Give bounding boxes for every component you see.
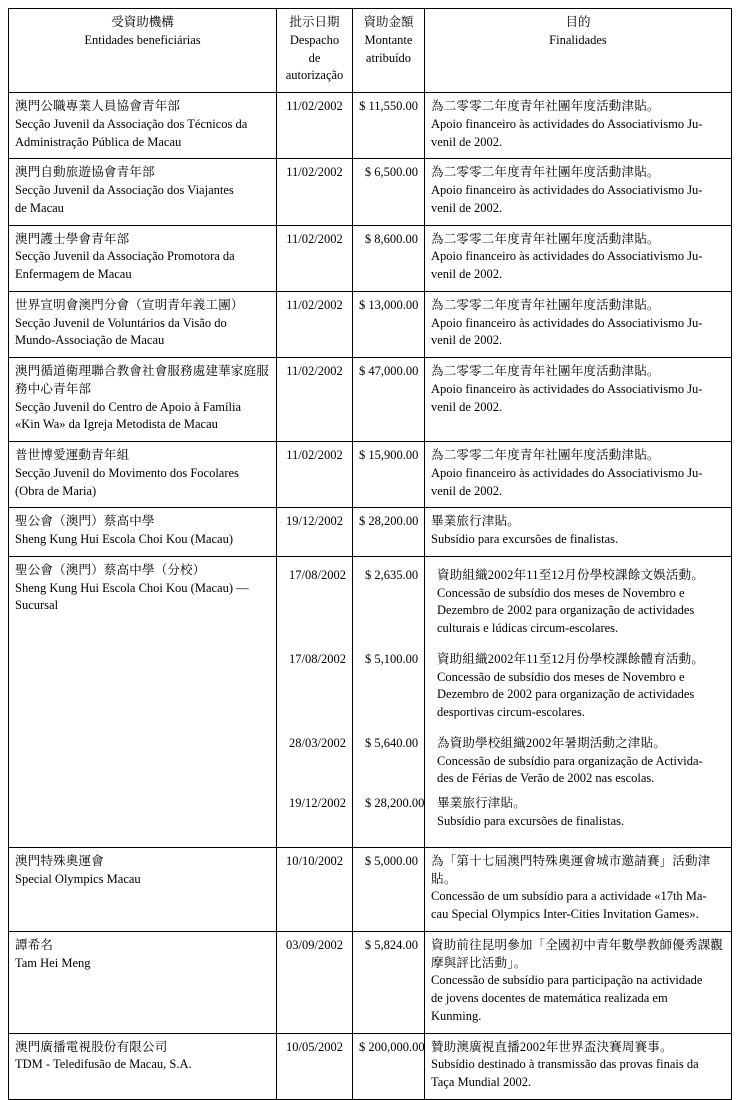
entity-name-cn: 譚希名	[15, 937, 54, 952]
purpose-pt-line: venil de 2002.	[431, 399, 503, 414]
entity-name-cn: 澳門護士學會青年部	[15, 231, 130, 246]
table-row	[9, 442, 732, 508]
purpose-cn: 為二零零二年度青年社團年度活動津貼。	[431, 231, 660, 246]
entity-name-pt-line: «Kin Wa» da Igreja Metodista de Macau	[15, 417, 218, 432]
purpose-pt-line: Subsídio destinado à transmissão das provas finais da	[431, 1057, 699, 1072]
date-cell: 19/12/2002	[289, 795, 346, 810]
column-header-amount-pt2: atribuído	[365, 50, 412, 65]
column-header-date-pt: Despacho de	[289, 32, 340, 65]
purpose-pt-line: Subsídio para excursões de finalistas.	[437, 813, 625, 828]
entity-name-pt-line: Secção Juvenil do Movimento dos Focolares	[15, 465, 239, 480]
table-header-row	[9, 9, 732, 93]
purpose-cn: 為二零零二年度青年社團年度活動津貼。	[431, 364, 660, 378]
table-row	[9, 358, 732, 442]
purpose-cn: 為「第十七屆澳門特殊奧運會城市邀請賽」活動津貼。	[431, 853, 711, 886]
entity-name-cn: 澳門自動旅遊協會青年部	[15, 165, 155, 180]
purpose-pt-line: venil de 2002.	[431, 134, 503, 149]
amount-cell: $ 6,500.00	[353, 159, 425, 225]
entity-cell	[9, 442, 277, 508]
entity-name-pt-line: Tam Hei Meng	[15, 955, 91, 970]
entity-name-pt-line: Enfermagem de Macau	[15, 267, 132, 281]
table-row	[9, 291, 732, 357]
date-cell: 17/08/2002	[289, 651, 346, 666]
entity-name-pt-line: Special Olympics Macau	[15, 871, 141, 886]
entity-cell	[9, 931, 277, 1033]
purpose-cell	[425, 847, 732, 931]
table-row	[9, 93, 732, 159]
purpose-cell	[425, 442, 732, 508]
purpose-cell	[425, 291, 732, 357]
purpose-cn: 為資助學校組織2002年暑期活動之津貼。	[437, 735, 667, 750]
purpose-cn: 畢業旅行津貼。	[431, 514, 520, 529]
column-header-date-cn: 批示日期	[289, 15, 340, 29]
purpose-cell	[425, 508, 732, 557]
purpose-cn: 資助前往昆明參加「全國初中青年數學教師優秀課觀摩與評比活動」。	[431, 937, 724, 970]
purpose-cell	[431, 646, 725, 730]
entity-name-cn: 澳門公職專業人員協會青年部	[15, 99, 181, 113]
amount-cell: $ 5,824.00	[353, 931, 425, 1033]
date-cell: 28/03/2002	[289, 735, 346, 750]
entity-name-pt-line: Mundo-Associação de Macau	[15, 333, 165, 348]
purpose-pt-line: Concessão de subsídio dos meses de Novembro e	[437, 585, 685, 600]
date-cell: 11/02/2002	[277, 442, 353, 508]
date-cell: 11/02/2002	[277, 291, 353, 357]
purpose-cn: 資助組織2002年11至12月份學校課餘體育活動。	[437, 651, 705, 666]
purpose-cell	[425, 1033, 732, 1099]
entity-name-cn: 聖公會（澳門）蔡高中學	[15, 514, 155, 529]
entity-cell	[9, 508, 277, 557]
date-cell: 11/02/2002	[277, 358, 353, 442]
entity-cell	[9, 291, 277, 357]
entity-name-cn: 聖公會（澳門）蔡高中學（分校）	[15, 562, 206, 577]
purpose-pt-line: des de Férias de Verão de 2002 nas escolas.	[437, 771, 655, 786]
purpose-pt-line: de jovens docentes de matemática realizada em	[431, 991, 668, 1005]
purpose-pt-line: Apoio financeiro às actividades do Associativismo Ju-	[431, 315, 703, 330]
table-header	[9, 9, 732, 93]
purpose-pt-line: desportivas circum-escolares.	[437, 705, 585, 719]
entity-name-pt-line: Secção Juvenil da Associação Promotora da	[15, 249, 235, 264]
purpose-pt-line: Subsídio para excursões de finalistas.	[431, 532, 619, 546]
column-header-purpose-pt: Finalidades	[549, 32, 607, 47]
purpose-pt-line: Dezembro de 2002 para organização de actividades	[437, 687, 695, 702]
entity-cell	[9, 556, 277, 847]
amount-cell: $ 15,900.00	[353, 442, 425, 508]
entity-cell	[9, 225, 277, 291]
column-header-amount-cn: 資助金額	[363, 15, 414, 29]
purpose-pt-line: Apoio financeiro às actividades do Associativismo Ju-	[431, 183, 703, 197]
purpose-cell	[425, 225, 732, 291]
entity-name-pt-line: Secção Juvenil da Associação dos Técnicos da	[15, 116, 248, 131]
amount-cell: $ 5,000.00	[353, 847, 425, 931]
table-body	[9, 93, 732, 1100]
entity-name-pt-line: TDM - Teledifusão de Macau, S.A.	[15, 1057, 192, 1072]
table-row	[9, 1033, 732, 1099]
entity-cell	[9, 358, 277, 442]
purpose-pt-line: cau Special Olympics Inter-Cities Invitation Games».	[431, 907, 699, 921]
table-row-multi	[9, 556, 732, 847]
date-cell-group	[277, 556, 353, 847]
purpose-pt-line: Concessão de subsídio para organização de Activida-	[437, 753, 703, 768]
date-cell: 03/09/2002	[277, 931, 353, 1033]
entity-name-cn: 澳門廣播電視股份有限公司	[15, 1039, 168, 1054]
amount-cell: $ 28,200.00	[353, 508, 425, 557]
column-header-entity	[9, 9, 277, 93]
entity-cell	[9, 93, 277, 159]
column-header-date	[277, 9, 353, 93]
column-header-amount-pt: Montante	[364, 32, 413, 47]
purpose-cell	[425, 931, 732, 1033]
column-header-entity-pt: Entidades beneficiárias	[84, 32, 201, 47]
purpose-cell	[431, 790, 725, 840]
entity-name-pt-line: Administração Pública de Macau	[15, 134, 182, 149]
purpose-pt-line: Apoio financeiro às actividades do Associativismo Ju-	[431, 116, 703, 131]
entity-name-cn: 澳門特殊奧運會	[15, 853, 104, 868]
purpose-pt-line: venil de 2002.	[431, 200, 503, 215]
purpose-cn: 贊助澳廣視直播2002年世界盃決賽周賽事。	[431, 1039, 673, 1054]
purpose-pt-line: Concessão de subsídio para participação na actividade	[431, 973, 703, 988]
purpose-cn: 資助組織2002年11至12月份學校課餘文娛活動。	[437, 567, 705, 582]
amount-cell: $ 2,635.00	[365, 567, 419, 582]
date-cell: 10/10/2002	[277, 847, 353, 931]
entity-name-pt-line: Secção Juvenil de Voluntários da Visão do	[15, 315, 227, 330]
column-header-purpose	[425, 9, 732, 93]
purpose-cn: 為二零零二年度青年社團年度活動津貼。	[431, 297, 660, 312]
entity-name-pt-line: Sheng Kung Hui Escola Choi Kou (Macau)	[15, 532, 234, 546]
purpose-pt-line: venil de 2002.	[431, 267, 503, 281]
purpose-cn: 為二零零二年度青年社團年度活動津貼。	[431, 99, 660, 113]
entity-name-pt-line: Secção Juvenil do Centro de Apoio à Família	[15, 399, 241, 414]
purpose-cn: 為二零零二年度青年社團年度活動津貼。	[431, 165, 660, 180]
amount-cell: $ 11,550.00	[353, 93, 425, 159]
amount-cell: $ 5,100.00	[365, 651, 419, 666]
amount-cell: $ 28,200.00	[365, 795, 425, 810]
grants-table	[8, 8, 732, 1100]
purpose-pt-line: Apoio financeiro às actividades do Associativismo Ju-	[431, 249, 703, 264]
table-row	[9, 159, 732, 225]
entity-name-pt-line: Secção Juvenil da Associação dos Viajantes	[15, 183, 234, 197]
amount-cell: $ 13,000.00	[353, 291, 425, 357]
purpose-pt-line: Concessão de subsídio dos meses de Novembro e	[437, 669, 685, 684]
purpose-pt-line: Dezembro de 2002 para organização de actividades	[437, 603, 695, 618]
purpose-cn: 畢業旅行津貼。	[437, 795, 526, 810]
purpose-cell	[431, 730, 725, 790]
purpose-pt-line: Apoio financeiro às actividades do Associativismo Ju-	[431, 465, 703, 480]
entity-name-cn: 普世博愛運動青年組	[15, 448, 130, 462]
table-row	[9, 931, 732, 1033]
purpose-pt-line: culturais e lúdicas circum-escolares.	[437, 621, 619, 635]
amount-cell-group	[353, 556, 425, 847]
purpose-cell	[425, 93, 732, 159]
date-cell: 11/02/2002	[277, 93, 353, 159]
purpose-pt-line: venil de 2002.	[431, 333, 503, 348]
column-header-entity-cn: 受資助機構	[111, 15, 174, 29]
entity-cell	[9, 847, 277, 931]
entity-name-cn: 世界宣明會澳門分會（宣明青年義工團）	[15, 297, 244, 312]
purpose-cell-group	[425, 556, 732, 847]
entity-name-cn: 澳門循道衛理聯合教會社會服務處建華家庭服務中心青年部	[15, 364, 270, 396]
purpose-pt-line: Apoio financeiro às actividades do Associativismo Ju-	[431, 381, 703, 396]
entity-cell	[9, 159, 277, 225]
purpose-pt-line: Taça Mundial 2002.	[431, 1075, 532, 1089]
date-cell: 17/08/2002	[289, 567, 346, 582]
amount-cell: $ 8,600.00	[353, 225, 425, 291]
purpose-cell	[425, 159, 732, 225]
purpose-pt-line: venil de 2002.	[431, 483, 503, 498]
purpose-cell	[425, 358, 732, 442]
column-header-date-pt2: autorização	[285, 68, 344, 83]
amount-cell: $ 200,000.00	[353, 1033, 425, 1099]
table-row	[9, 225, 732, 291]
purpose-pt-line: Kunming.	[431, 1008, 482, 1023]
table-row	[9, 508, 732, 557]
column-header-amount	[353, 9, 425, 93]
entity-cell	[9, 1033, 277, 1099]
entity-name-pt-line: Sheng Kung Hui Escola Choi Kou (Macau) —	[15, 580, 249, 595]
purpose-pt-line: Concessão de um subsídio para a actividade «17th Ma-	[431, 889, 707, 904]
table-row	[9, 847, 732, 931]
amount-cell: $ 5,640.00	[365, 735, 419, 750]
entity-name-pt-line: (Obra de Maria)	[15, 483, 97, 498]
amount-cell: $ 47,000.00	[353, 358, 425, 442]
purpose-cell	[431, 562, 725, 646]
date-cell: 19/12/2002	[277, 508, 353, 557]
date-cell: 11/02/2002	[277, 225, 353, 291]
date-cell: 11/02/2002	[277, 159, 353, 225]
date-cell: 10/05/2002	[277, 1033, 353, 1099]
column-header-purpose-cn: 目的	[565, 15, 591, 29]
entity-name-pt-line: de Macau	[15, 200, 64, 215]
purpose-cn: 為二零零二年度青年社團年度活動津貼。	[431, 448, 660, 462]
entity-name-pt-line: Sucursal	[15, 598, 59, 613]
